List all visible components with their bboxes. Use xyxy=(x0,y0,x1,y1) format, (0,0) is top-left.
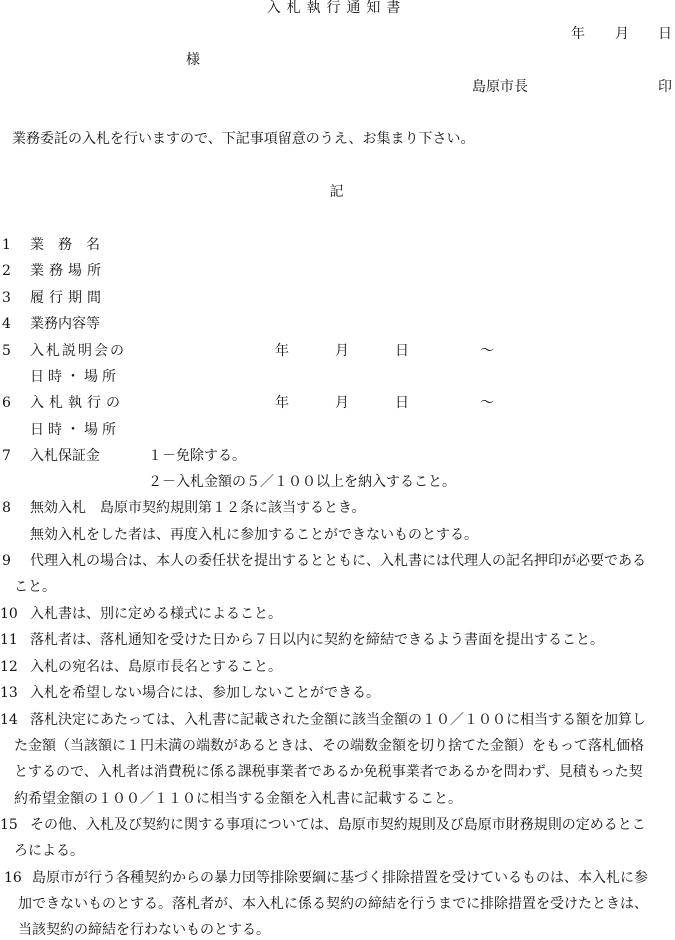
item-label: 入札執行の xyxy=(30,395,125,411)
item-label: 業 務 名 xyxy=(30,237,100,253)
item-number: 1 xyxy=(2,237,11,253)
addressee-suffix: 様 xyxy=(186,52,200,68)
date-month-label: 月 xyxy=(615,26,629,42)
item-label: 入札説明会の xyxy=(30,343,126,359)
ki-heading: 記 xyxy=(329,184,344,200)
item-number: 7 xyxy=(2,448,11,464)
item-text-continued: 加できないものとする。落札者が、本入札に係る契約の締結を行うまでに排除措置を受けたときは、 xyxy=(18,896,648,912)
item-text-continued: こと。 xyxy=(14,579,56,595)
item-number: 4 xyxy=(2,316,11,332)
bid-day-label: 日 xyxy=(395,395,409,411)
date-year-label: 年 xyxy=(571,26,585,42)
date-day-label: 日 xyxy=(658,26,672,42)
item-label: 入札保証金 xyxy=(30,448,100,464)
item-number: 5 xyxy=(2,343,11,359)
item-number: 15 xyxy=(0,817,18,833)
item-label: 履行期間 xyxy=(30,290,106,306)
item-text-continued: た金額（当該額に１円未満の端数があるときは、その端数金額を切り捨てた金額）をもって落札価格 xyxy=(14,738,644,754)
item-text: 代理入札の場合は、本人の委任状を提出するとともに、入札書には代理人の記名押印が必要である xyxy=(30,553,646,569)
item-number: 14 xyxy=(0,712,18,728)
meeting-year-label: 年 xyxy=(275,343,289,359)
meeting-month-label: 月 xyxy=(335,343,349,359)
item-text: 落札決定にあたっては、入札書に記載された金額に該当金額の１０／１００に相当する額を加算し xyxy=(30,712,646,728)
bid-tilde: ～ xyxy=(480,395,494,411)
document-title: 入札執行通知書 xyxy=(266,0,407,16)
item-text: 落札者は、落札通知を受けた日から７日以内に契約を締結できるよう書面を提出すること。 xyxy=(30,632,604,648)
item-text: 入札の宛名は、島原市長名とすること。 xyxy=(30,659,282,675)
item-label-continued: 日時・場所 xyxy=(30,422,120,438)
seal-mark: 印 xyxy=(658,79,672,95)
item-text: その他、入札及び契約に関する事項については、島原市契約規則及び島原市財務規則の定めるとこ xyxy=(30,817,646,833)
meeting-day-label: 日 xyxy=(395,343,409,359)
item-number: 9 xyxy=(2,553,11,569)
issuer-name: 島原市長 xyxy=(472,79,528,95)
item-number: 3 xyxy=(2,290,11,306)
item-text-continued: 約希望金額の１００／１１０に相当する金額を入札書に記載すること。 xyxy=(14,791,462,807)
item-number: 6 xyxy=(2,395,11,411)
item-number: 16 xyxy=(4,870,22,886)
item-number: 12 xyxy=(0,659,18,675)
item-text: 島原市が行う各種契約からの暴力団等排除要綱に基づく排除措置を受けているものは、本入札に参 xyxy=(32,870,648,886)
bid-month-label: 月 xyxy=(335,395,349,411)
item-number: 10 xyxy=(0,606,18,622)
intro-text: 業務委託の入札を行いますので、下記事項留意のうえ、お集まり下さい。 xyxy=(12,131,475,147)
item-label: 業務場所 xyxy=(30,263,106,279)
item-number: 11 xyxy=(0,632,18,648)
item-text: 入札書は、別に定める様式によること。 xyxy=(30,606,282,622)
item-text-continued: とするので、入札者は消費税に係る課税事業者であるか免税事業者であるかを問わず、見積もった契 xyxy=(14,764,643,780)
item-text: 無効入札 島原市契約規則第１２条に該当するとき。 xyxy=(30,500,366,516)
item-text-continued: 無効入札をした者は、再度入札に参加することができないものとする。 xyxy=(30,527,478,543)
item-label: 業務内容等 xyxy=(30,316,100,332)
meeting-tilde: ～ xyxy=(480,343,494,359)
item-number: 13 xyxy=(0,685,18,701)
item-text: 入札を希望しない場合には、参加しないことができる。 xyxy=(30,685,380,701)
item-number: 8 xyxy=(2,500,11,516)
item-text-continued: 当該契約の締結を行わないものとする。 xyxy=(18,922,270,938)
bid-year-label: 年 xyxy=(275,395,289,411)
guarantee-option-2: ２－入札金額の５／１００以上を納入すること。 xyxy=(148,474,456,490)
item-text-continued: ろによる。 xyxy=(14,843,84,859)
item-label-continued: 日時・場所 xyxy=(30,369,120,385)
guarantee-option-1: １－免除する。 xyxy=(148,448,246,464)
item-number: 2 xyxy=(2,263,11,279)
